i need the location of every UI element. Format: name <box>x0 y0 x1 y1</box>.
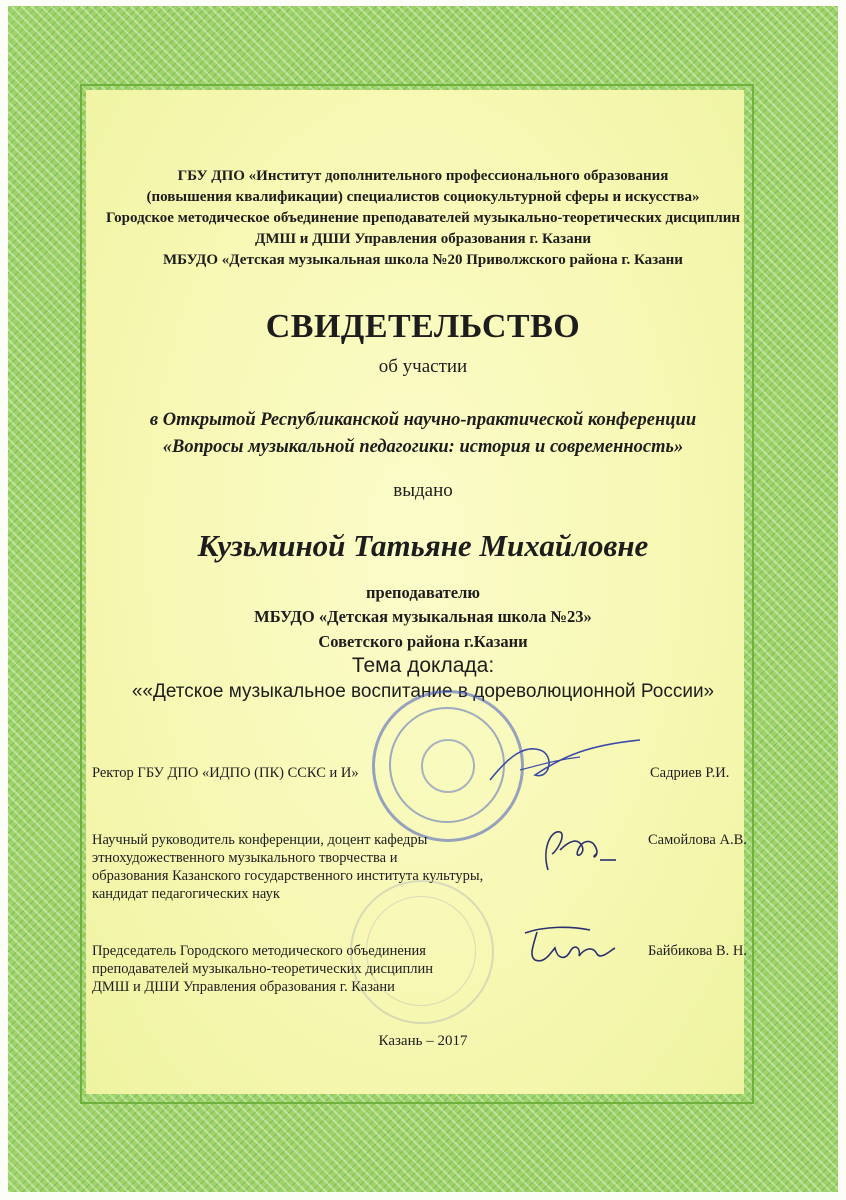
signatory-3-name: Байбикова В. Н. <box>648 943 747 959</box>
certificate-title: СВИДЕТЕЛЬСТВО <box>265 308 581 345</box>
signatory-2-role-line-2: этнохудожественного музыкального творчества и <box>92 850 398 866</box>
signatory-1-role: Ректор ГБУ ДПО «ИДПО (ПК) ССКС и И» <box>92 765 359 781</box>
header-line-5: МБУДО «Детская музыкальная школа №20 Приволжского района г. Казани <box>163 252 683 268</box>
conference-line-1: в Открытой Республиканской научно-практической конференции <box>149 410 697 430</box>
issued-label: выдано <box>393 480 453 501</box>
topic-label: Тема доклада: <box>351 654 495 677</box>
signatory-3-role-line-3: ДМШ и ДШИ Управления образования г. Казани <box>92 979 395 995</box>
recipient-name: Кузьминой Татьяне Михайловне <box>197 528 649 563</box>
footer-place-year: Казань – 2017 <box>378 1033 468 1049</box>
signature-scientific-lead <box>530 820 640 880</box>
signatory-2-role-line-4: кандидат педагогических наук <box>92 886 280 902</box>
header-line-2: (повышения квалификации) специалистов социокультурной сферы и искусства» <box>146 189 700 205</box>
signatory-1-name: Садриев Р.И. <box>650 765 730 781</box>
certificate-subtitle: об участии <box>378 356 468 377</box>
header-line-1: ГБУ ДПО «Институт дополнительного профессионального образования <box>177 168 669 184</box>
signatory-2-role-line-3: образования Казанского государственного института культуры, <box>92 868 484 884</box>
recipient-school-line-1: МБУДО «Детская музыкальная школа №23» <box>254 607 592 626</box>
recipient-school-line-2: Советского района г.Казани <box>318 632 528 651</box>
header-line-4: ДМШ и ДШИ Управления образования г. Казани <box>255 231 591 247</box>
signatory-3-role-line-1: Председатель Городского методического объединения <box>92 943 426 959</box>
recipient-position: преподавателю <box>366 583 480 602</box>
header-line-3: Городское методическое объединение преподавателей музыкально-теоретических дисциплин <box>105 210 741 226</box>
signatory-2-name: Самойлова А.В. <box>648 832 747 848</box>
signatory-3-role-line-2: преподавателей музыкально-теоретических дисциплин <box>92 961 433 977</box>
signature-chairman <box>515 918 625 973</box>
signatory-2-role-line-1: Научный руководитель конференции, доцент кафедры <box>92 832 428 848</box>
topic-value: ««Детское музыкальное воспитание в дореволюционной России» <box>131 681 715 702</box>
conference-line-2: «Вопросы музыкальной педагогики: история и современность» <box>162 437 684 457</box>
signature-rector <box>480 725 650 795</box>
